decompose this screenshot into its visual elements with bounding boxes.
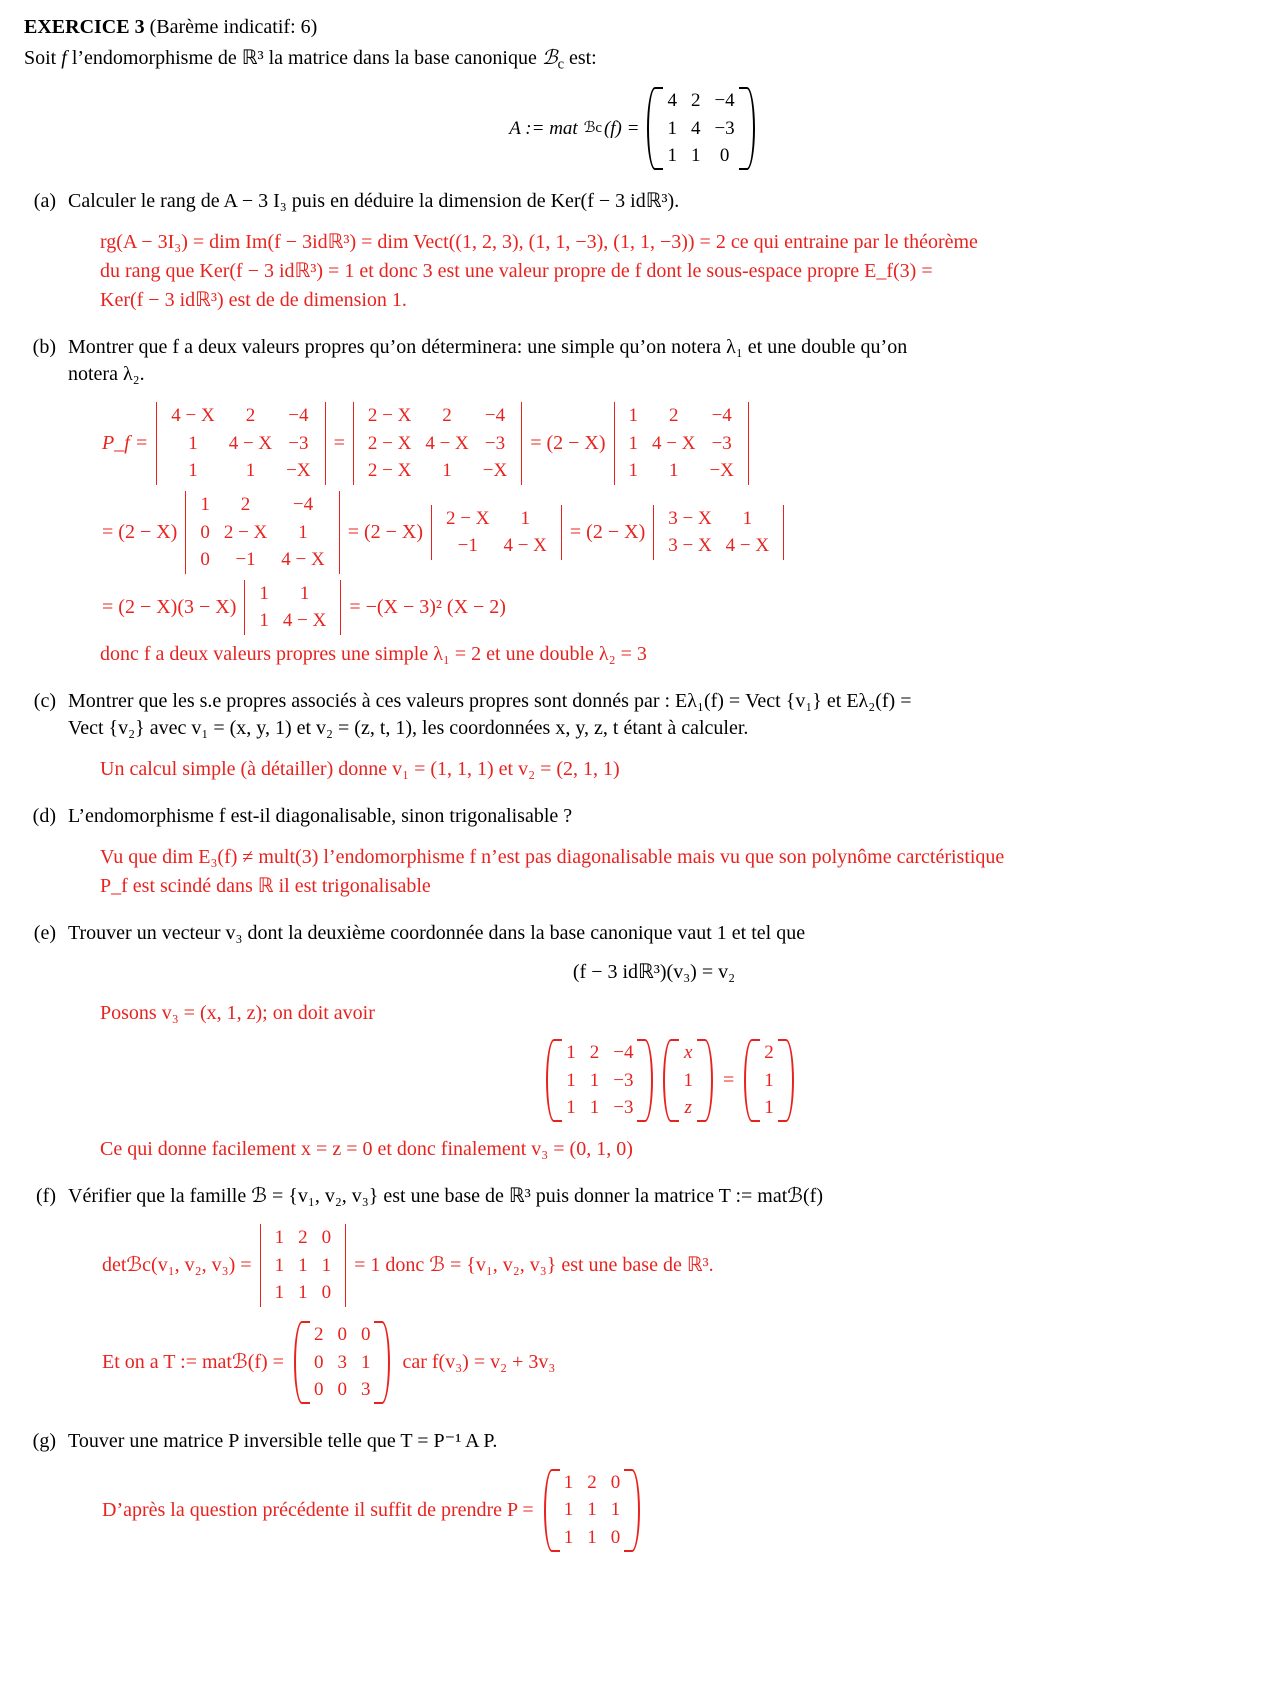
item-f-tag: (f) (36, 1185, 56, 1207)
eq-4: = (2 − X) (569, 520, 646, 543)
cell: 1 (245, 460, 256, 482)
cell: 2 − X (446, 507, 490, 529)
b-work-line-3 (100, 580, 1240, 635)
f-T-rhs: car f(v₃) = v₂ + 3v₃ (402, 1350, 556, 1373)
g-answer-lhs: D’après la question précédente il suffit de prendre P = (102, 1498, 534, 1521)
cell: 1 (321, 1254, 332, 1276)
cell: −3 (288, 432, 309, 454)
table-row (661, 505, 776, 533)
cell: 1 (298, 1254, 308, 1276)
table-row (164, 402, 317, 430)
cell: −X (482, 460, 508, 482)
table-row (660, 115, 741, 143)
matrix-A-lhs-sub: ℬc (583, 119, 602, 136)
f-T-line (100, 1321, 1240, 1404)
paren-right (784, 1039, 794, 1122)
answer-line: Un calcul simple (à détailler) donne v₁ = (1, 1, 1) et v₂ = (2, 1, 1) (100, 758, 620, 781)
table-row (622, 402, 741, 430)
e-system-display (100, 1039, 1240, 1122)
line3-rhs: = −(X − 3)² (X − 2) (349, 595, 506, 618)
cell: 0 (200, 521, 210, 543)
item-e-question: Trouver un vecteur v₃ dont la deuxième coordonnée dans la base canonique vaut 1 et tel que (68, 922, 806, 945)
cell: 1 (587, 1499, 597, 1521)
f-determinant (256, 1224, 351, 1307)
table-row (193, 546, 331, 574)
item-c-tag: (c) (33, 690, 56, 713)
item-a-answer (100, 229, 1240, 314)
cell: 4 − X (282, 610, 327, 632)
cell: −4 (484, 404, 506, 426)
item-g-question: Touver une matrice P inversible telle que T = P⁻¹ A P. (68, 1429, 498, 1452)
answer-line: Ker(f − 3 idℝ³) est de de dimension 1. (100, 288, 407, 311)
cell: 2 (313, 1323, 324, 1345)
cell: 2 (442, 404, 452, 426)
cell: 1 (298, 1282, 308, 1304)
table-row (559, 1094, 640, 1122)
table-row (557, 1469, 628, 1497)
table-row (557, 1496, 628, 1524)
eq-3: = (2 − X) (347, 520, 424, 543)
matrix-A (647, 87, 754, 170)
cell: 0 (360, 1323, 371, 1345)
e-system-rhs (744, 1039, 794, 1122)
cell: 0 (200, 549, 210, 571)
cell: −3 (613, 1069, 634, 1091)
item-d-question: L’endomorphisme f est-il diagonalisable, sinon trigonalisable ? (68, 805, 573, 828)
cell: 2 (668, 404, 679, 426)
cell: −3 (484, 432, 506, 454)
det-bar-left (260, 1224, 261, 1307)
intro-f: f (61, 47, 67, 69)
item-d (24, 803, 1240, 902)
item-e-tag: (e) (33, 922, 56, 945)
item-g-answer (100, 1469, 1240, 1552)
cell: 1 (566, 1097, 576, 1119)
determinant-1-body (164, 402, 317, 485)
cell: 1 (360, 1351, 371, 1373)
item-b-question-line1: Montrer que f a deux valeurs propres qu’on déterminera: une simple qu’on notera λ₁ et une double qu’on (68, 335, 908, 358)
cell: 4 − X (425, 432, 469, 454)
cell: −4 (288, 404, 309, 426)
table-row (660, 142, 741, 170)
cell: 0 (337, 1379, 347, 1401)
cell: 1 (188, 460, 198, 482)
cell: 2 (690, 90, 701, 112)
determinant-5-body (439, 505, 554, 560)
item-e (24, 920, 1240, 1165)
determinant-1 (152, 402, 329, 485)
determinant-3 (610, 402, 753, 485)
cell: 1 (764, 1097, 774, 1119)
b-work-line-1 (100, 402, 1240, 485)
eq-1: = (333, 431, 345, 454)
determinant-7-body (252, 580, 333, 635)
cell: 1 (259, 582, 269, 604)
cell: 1 (259, 610, 269, 632)
matrix-A-lhs: A := mat (509, 117, 578, 139)
exercise-scale: (Barème indicatif: 6) (149, 16, 318, 38)
cell: −4 (613, 1042, 634, 1064)
table-row (361, 457, 514, 485)
cell: 3 (337, 1351, 347, 1373)
matrix-A-lhs-f: (f) = (603, 117, 640, 139)
g-P-line (100, 1469, 1240, 1552)
cell: 4 − X (725, 535, 770, 557)
item-a-question: Calculer le rang de A − 3 I₃ puis en déduire la dimension de Ker(f − 3 idℝ³). (68, 189, 680, 212)
cell: 4 − X (652, 432, 696, 454)
det-bar-right (345, 1224, 346, 1307)
intro-pre: Soit (24, 47, 57, 69)
matrix-T (294, 1321, 391, 1404)
item-f-question: Vérifier que la famille ℬ = {v₁, v₂, v₃} est une base de ℝ³ puis donner la matrice T := matℬ(f) (68, 1185, 823, 1207)
paren-right (380, 1321, 390, 1404)
e-system-equals: = (722, 1069, 735, 1092)
item-c-answer (100, 756, 1240, 783)
cell: 3 − X (668, 507, 712, 529)
det-bar-right (340, 580, 341, 635)
item-e-display: (f − 3 idℝ³)(v₃) = v₂ (572, 961, 736, 984)
item-d-tag: (d) (32, 805, 56, 828)
cell: −1 (457, 535, 478, 557)
determinant-6 (649, 505, 788, 560)
det-bar-right (325, 402, 326, 485)
cell: 1 (589, 1097, 600, 1119)
item-a (24, 188, 1240, 316)
intro-post: l’endomorphisme de ℝ³ la matrice dans la base canonique (71, 47, 537, 69)
table-row (559, 1039, 640, 1067)
table-row (557, 1524, 628, 1552)
cell: 3 (360, 1379, 371, 1401)
line2-lhs: = (2 − X) (102, 520, 178, 543)
det-bar-left (353, 402, 354, 485)
cell: 1 (589, 1069, 600, 1091)
cell: 4 − X (228, 432, 273, 454)
exercise-intro (24, 45, 1240, 75)
cell: 2 (240, 493, 251, 515)
cell: 0 (337, 1323, 347, 1345)
cell: 1 (274, 1227, 285, 1248)
cell: 1 (628, 404, 639, 426)
cell: 1 (563, 1499, 574, 1521)
det-bar-left (614, 402, 615, 485)
table-row (252, 607, 333, 635)
item-d-answer (100, 844, 1240, 900)
cell: 1 (742, 507, 753, 529)
cell: 1 (274, 1254, 285, 1276)
cell: −3 (714, 117, 735, 139)
cell: 1 (690, 145, 701, 167)
f-det-rhs: = 1 donc ℬ = {v₁, v₂, v₃} est une base de ℝ³. (354, 1253, 714, 1276)
matrix-P (544, 1469, 641, 1552)
matrix-A-body (660, 87, 741, 170)
b-work-line-2 (100, 491, 1240, 574)
table-row (622, 430, 741, 458)
f-det-lhs: detℬc(v₁, v₂, v₃) = (102, 1253, 252, 1276)
cell: 1 (628, 460, 639, 482)
determinant-4-body (193, 491, 331, 574)
cell: z (684, 1097, 692, 1119)
cell: 2 − X (367, 404, 412, 426)
pf-label: P_f = (102, 431, 149, 454)
det-bar-left (653, 505, 654, 560)
f-T-lhs: Et on a T := matℬ(f) = (102, 1350, 284, 1373)
table-row (193, 519, 331, 547)
cell: 1 (668, 460, 679, 482)
intro-end: est: (568, 47, 597, 69)
det-bar-left (185, 491, 186, 574)
cell: 2 (298, 1227, 308, 1248)
table-row (307, 1376, 378, 1404)
cell: 1 (610, 1499, 621, 1521)
paren-left (294, 1321, 304, 1404)
table-row (268, 1252, 339, 1280)
table-row (268, 1224, 339, 1252)
cell: 0 (313, 1351, 324, 1373)
matrix-P-body (557, 1469, 628, 1552)
table-row (268, 1279, 339, 1307)
cell: 1 (563, 1527, 574, 1549)
answer-line: P_f est scindé dans ℝ il est trigonalisable (100, 875, 431, 898)
paren-left (546, 1039, 556, 1122)
table-row (361, 402, 514, 430)
cell: 0 (321, 1282, 332, 1304)
det-bar-right (561, 505, 562, 560)
eq-2: = (2 − X) (530, 431, 606, 454)
cell: 1 (520, 507, 530, 529)
item-e-answer (100, 1000, 1240, 1163)
table-row (559, 1067, 640, 1095)
cell: 1 (628, 432, 639, 454)
cell: 0 (719, 145, 730, 167)
determinant-6-body (661, 505, 776, 560)
exercise-label: EXERCICE 3 (24, 16, 145, 38)
table-row (164, 457, 317, 485)
cell: 2 − X (367, 432, 412, 454)
table-row (660, 87, 741, 115)
cell: 1 (566, 1042, 576, 1064)
cell: −X (286, 460, 311, 482)
cell: 2 (589, 1042, 600, 1064)
cell: 1 (683, 1069, 693, 1091)
cell: −1 (235, 549, 256, 571)
det-bar-left (244, 580, 245, 635)
cell: −X (709, 460, 734, 482)
cell: −3 (711, 432, 732, 454)
table-row (661, 532, 776, 560)
item-f-answer (100, 1224, 1240, 1404)
cell: −4 (292, 493, 314, 515)
determinant-2 (349, 402, 526, 485)
table-row (252, 580, 333, 608)
cell: 0 (313, 1379, 324, 1401)
determinant-4 (181, 491, 343, 574)
cell: 0 (610, 1527, 621, 1549)
cell: 4 − X (171, 404, 215, 426)
item-c (24, 688, 1240, 785)
answer-line: rg(A − 3I₃) = dim Im(f − 3idℝ³) = dim Vect((1, 2, 3), (1, 1, −3), (1, 1, −3)) = 2 ce qui entraine par le théorème (100, 230, 978, 253)
cell: 1 (667, 145, 677, 167)
item-c-question-line1: Montrer que les s.e propres associés à ces valeurs propres sont donnés par : Eλ₁(f) = Vect {v₁} et Eλ₂(f) = (68, 690, 912, 713)
table-row (307, 1349, 378, 1377)
intro-basis-sub: c (557, 56, 564, 73)
exercise-heading (24, 14, 1240, 41)
answer-line: du rang que Ker(f − 3 idℝ³) = 1 et donc 3 est une valeur propre de f dont le sous-espace propre E_f(3) = (100, 259, 933, 282)
table-row (193, 491, 331, 519)
table-row (307, 1321, 378, 1349)
answer-line: Vu que dim E₃(f) ≠ mult(3) l’endomorphisme f n’est pas diagonalisable mais vu que son polynôme carctéristique (100, 846, 1005, 869)
det-bar-right (783, 505, 784, 560)
item-a-tag: (a) (33, 189, 56, 212)
item-f (24, 1183, 1240, 1410)
cell: 1 (764, 1069, 774, 1091)
item-b (24, 334, 1240, 670)
det-bar-right (521, 402, 522, 485)
paren-right (630, 1469, 640, 1552)
f-determinant-body (268, 1224, 339, 1307)
cell: 0 (321, 1227, 332, 1248)
cell: 4 − X (503, 535, 547, 557)
cell: 1 (299, 582, 310, 604)
cell: 2 (587, 1471, 597, 1493)
matrix-T-body (307, 1321, 378, 1404)
cell: 1 (667, 117, 677, 139)
matrix-A-paren-left (647, 87, 657, 170)
item-b-tag: (b) (32, 335, 56, 358)
cell: 2 (764, 1042, 774, 1064)
item-c-question-line2: Vect {v₂} avec v₁ = (x, y, 1) et v₂ = (z, t, 1), les coordonnées x, y, z, t étant à calculer. (68, 717, 749, 740)
determinant-7 (240, 580, 345, 635)
cell: 1 (200, 493, 210, 515)
intro-basis: ℬ (541, 47, 558, 69)
cell: 1 (587, 1527, 597, 1549)
paren-right (643, 1039, 653, 1122)
det-bar-right (748, 402, 749, 485)
cell: 0 (610, 1471, 621, 1493)
cell: 4 (690, 117, 701, 139)
matrix-A-display (24, 87, 1240, 170)
det-bar-left (431, 505, 432, 560)
det-bar-left (156, 402, 157, 485)
item-g (24, 1428, 1240, 1558)
det-bar-right (339, 491, 340, 574)
e-system-vector (663, 1039, 713, 1122)
table-row (361, 430, 514, 458)
matrix-A-paren-right (745, 87, 755, 170)
cell: 3 − X (668, 535, 712, 557)
cell: 1 (188, 432, 198, 454)
cell: 4 − X (281, 549, 325, 571)
item-g-tag: (g) (32, 1429, 56, 1452)
table-row (439, 505, 554, 533)
paren-left (544, 1469, 554, 1552)
item-b-answer (100, 402, 1240, 668)
cell: 2 (245, 404, 256, 426)
cell: −3 (613, 1097, 634, 1119)
determinant-5 (427, 505, 566, 560)
table-row (439, 532, 554, 560)
paren-left (663, 1039, 673, 1122)
determinant-2-body (361, 402, 514, 485)
cell: 1 (563, 1471, 574, 1493)
cell: 1 (274, 1282, 285, 1304)
cell: 1 (298, 521, 308, 543)
answer-line: Ce qui donne facilement x = z = 0 et donc finalement v₃ = (0, 1, 0) (100, 1138, 633, 1160)
cell: 1 (442, 460, 452, 482)
e-system-matrix-body (559, 1039, 640, 1122)
cell: 2 − X (223, 521, 268, 543)
cell: x (684, 1042, 693, 1064)
table-row (164, 430, 317, 458)
cell: 4 (667, 90, 677, 112)
cell: −4 (711, 404, 732, 426)
table-row (622, 457, 741, 485)
f-det-line (100, 1224, 1240, 1307)
b-conclusion: donc f a deux valeurs propres une simple λ₁ = 2 et une double λ₂ = 3 (100, 643, 647, 666)
answer-line: Posons v₃ = (x, 1, z); on doit avoir (100, 1002, 375, 1025)
paren-right (703, 1039, 713, 1122)
determinant-3-body (622, 402, 741, 485)
cell: 2 − X (367, 460, 412, 482)
cell: 1 (566, 1069, 576, 1091)
paren-left (744, 1039, 754, 1122)
e-system-matrix (546, 1039, 653, 1122)
cell: −4 (714, 90, 735, 112)
line3-lhs: = (2 − X)(3 − X) (102, 595, 237, 618)
item-b-question-line2: notera λ₂. (68, 362, 145, 385)
